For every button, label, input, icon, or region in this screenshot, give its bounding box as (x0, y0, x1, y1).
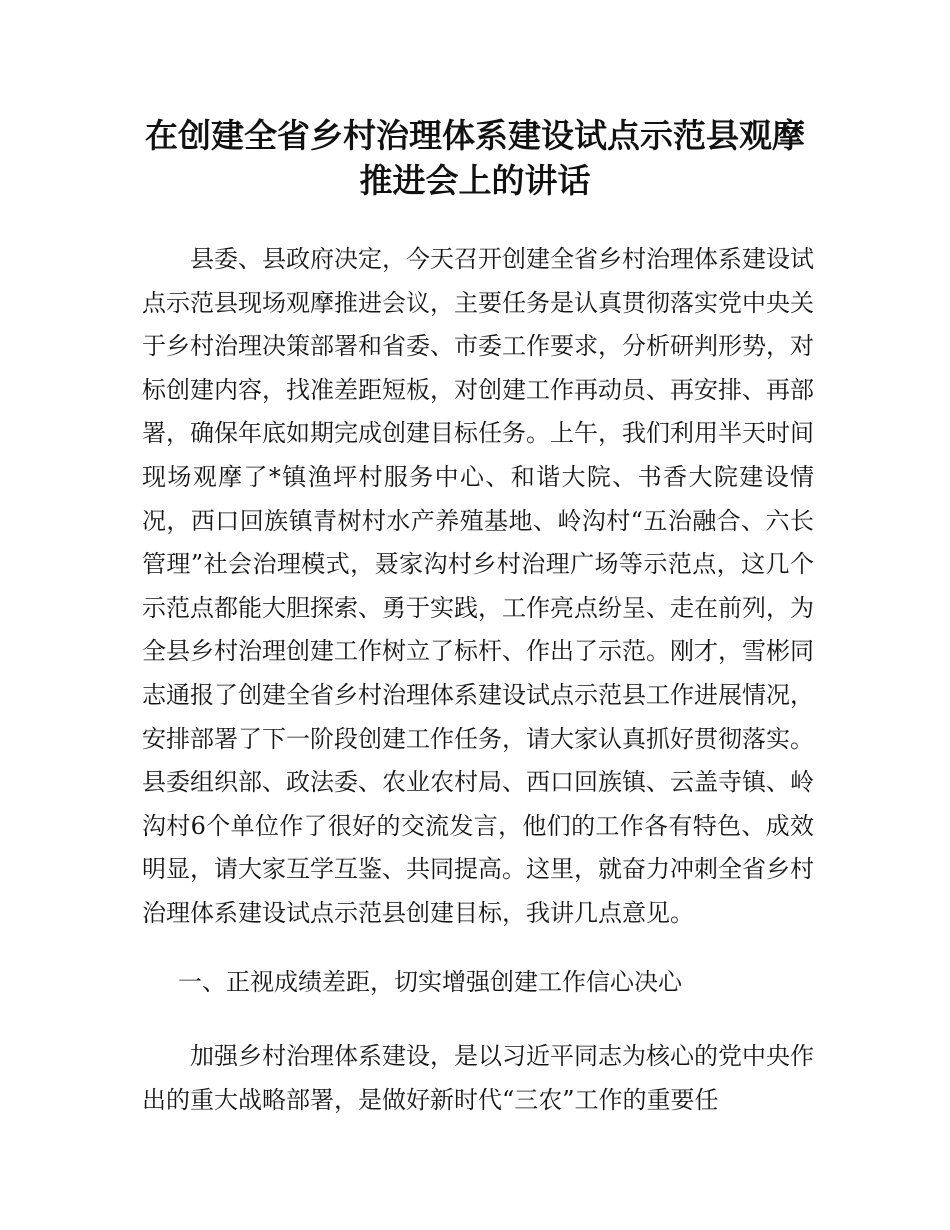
section-heading-1: 一、正视成绩差距，切实增强创建工作信心决心 (178, 968, 682, 996)
document-title-line-1: 在创建全省乡村治理体系建设试点示范县观摩 (145, 116, 805, 155)
body-paragraph-2: 加强乡村治理体系建设，是以习近平同志为核心的党中央作出的重大战略部署，是做好新时代“三农”工作的重要任 (142, 1042, 814, 1114)
document-title-line-2: 推进会上的讲话 (359, 161, 591, 200)
body-paragraph-1: 县委、县政府决定，今天召开创建全省乡村治理体系建设试点示范县现场观摩推进会议，主要任务是认真贯彻落实党中央关于乡村治理决策部署和省委、市委工作要求，分析研判形势，对标创建内容，找准差距短板，对创建工作再动员、再安排、再部署，确保年底如期完成创建目标任务。上午，我们利用半天时间现场观摩了*镇渔坪村服务中心、和谐大院、书香大院建设情况，西口回族镇青树村水产养殖基地、岭沟村“五治融合、六长管理”社会治理模式，聂家沟村乡村治理广场等示范点，这几个示范点都能大胆探索、勇于实践，工作亮点纷呈、走在前列，为全县乡村治理创建工作树立了标杆、作出了示范。刚才，雪彬同志通报了创建全省乡村治理体系建设试点示范县工作进展情况，安排部署了下一阶段创建工作任务，请大家认真抓好贯彻落实。县委组织部、政法委、农业农村局、西口回族镇、云盖寺镇、岭沟村6个单位作了很好的交流发言，他们的工作各有特色、成效明显，请大家互学互鉴、共同提高。这里，就奋力冲刺全省乡村治理体系建设试点示范县创建目标，我讲几点意见。 (142, 245, 814, 927)
